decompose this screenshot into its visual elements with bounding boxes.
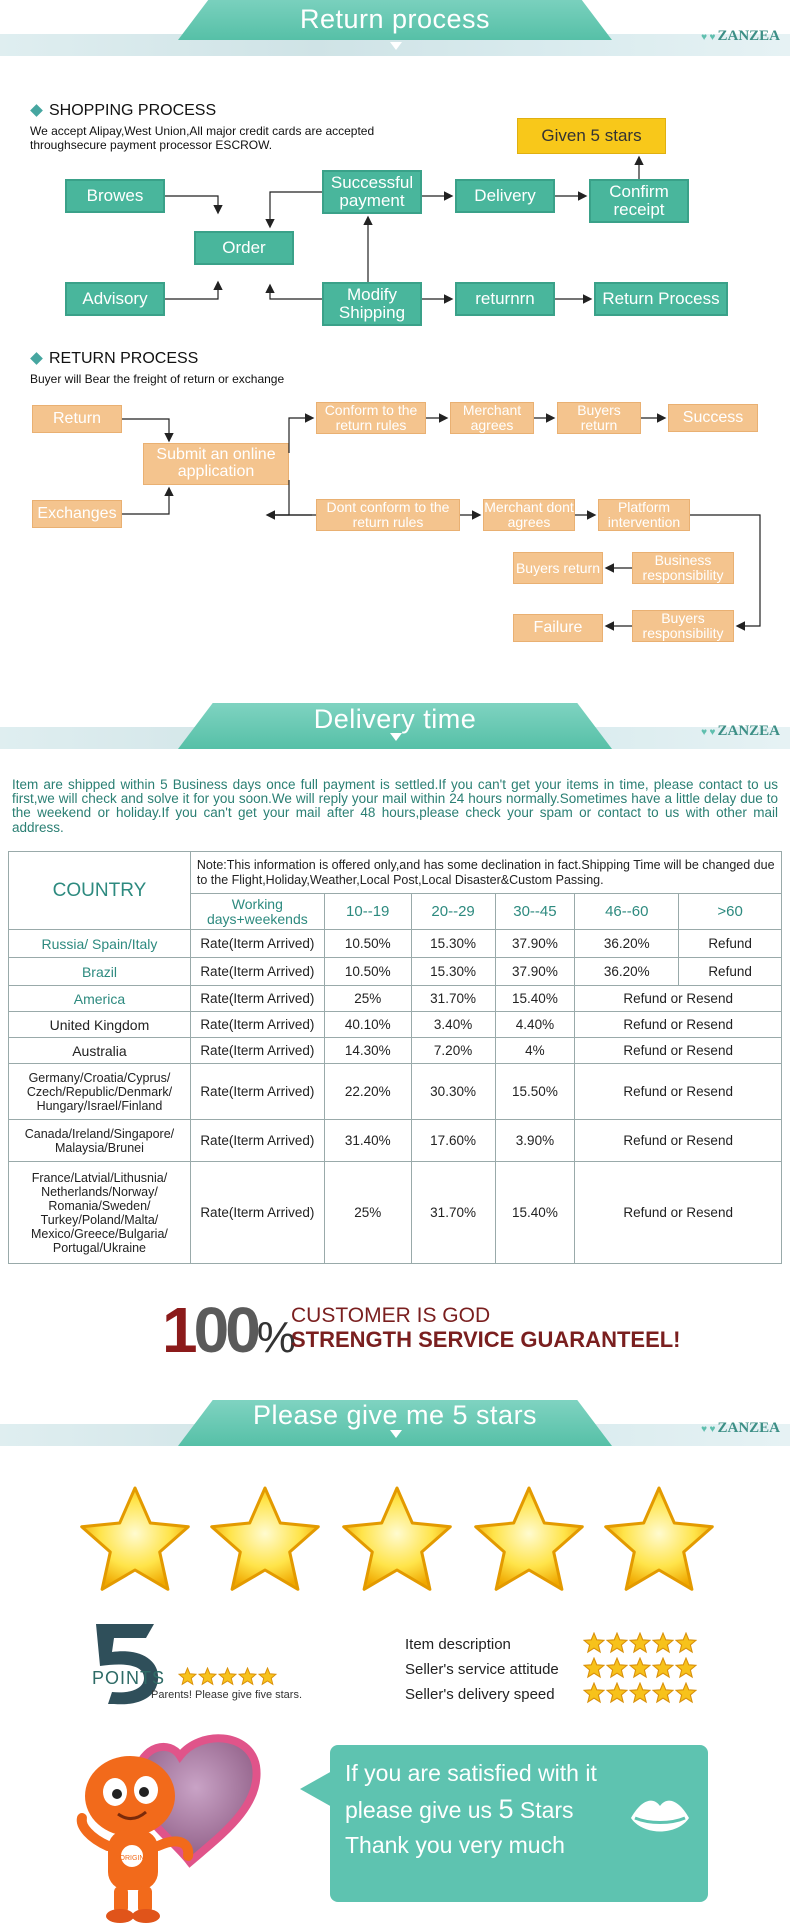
working-days-header: Working days+weekends	[190, 894, 324, 930]
outcome-cell: Refund or Resend	[575, 1012, 782, 1038]
small-star-icon	[583, 1632, 605, 1654]
small-star-icon	[675, 1682, 697, 1704]
rate-cell: 30.30%	[411, 1064, 495, 1120]
big-star-icon	[470, 1484, 588, 1596]
return-box: Return	[32, 405, 122, 433]
shopping-process-heading: SHOPPING PROCESS	[32, 102, 216, 120]
banner-title: Delivery time	[313, 704, 477, 734]
rate-cell: 17.60%	[411, 1120, 495, 1162]
mascot-illustration	[60, 1726, 270, 1928]
modify-shipping-box: Modify Shipping	[322, 282, 422, 326]
small-star-icon	[238, 1667, 257, 1686]
returnrn-box: returnrn	[455, 282, 555, 316]
small-star-icon	[652, 1682, 674, 1704]
failure-box: Failure	[513, 614, 603, 642]
rate-cell: 3.90%	[495, 1120, 575, 1162]
country-cell: Russia/ Spain/Italy	[9, 930, 191, 958]
small-star-icon	[606, 1657, 628, 1679]
rate-cell: 40.10%	[324, 1012, 411, 1038]
merchant-agrees-box: Merchant agrees	[450, 402, 534, 434]
shopping-process-note: We accept Alipay,West Union,All major credit cards are accepted throughsecure payment processor ESCROW.	[30, 124, 375, 153]
small-star-icon	[258, 1667, 277, 1686]
table-note: Note:This information is offered only,and has some declination in fact.Shipping Time will be changed due to the Flight,Holiday,Weather,Local Post,Local Disaster&Custom Passing.	[190, 852, 781, 894]
rate-cell: 7.20%	[411, 1038, 495, 1064]
parents-note: Parents! Please give five stars.	[151, 1689, 303, 1701]
exchanges-box: Exchanges	[32, 500, 122, 528]
buyers-return-box: Buyers return	[557, 402, 641, 434]
big-star-icon	[338, 1484, 456, 1596]
table-row	[9, 958, 782, 986]
small-star-icon	[198, 1667, 217, 1686]
rate-cell: 31.70%	[411, 1162, 495, 1264]
small-star-icon	[583, 1657, 605, 1679]
submit-application-box: Submit an online application	[143, 443, 289, 485]
outcome-cell: Refund or Resend	[575, 986, 782, 1012]
buyers-responsibility-box: Buyers responsibility	[632, 610, 734, 642]
outcome-cell: Refund or Resend	[575, 1038, 782, 1064]
country-header: COUNTRY	[9, 852, 191, 930]
country-cell: Canada/Ireland/Singapore/ Malaysia/Brunei	[9, 1120, 191, 1162]
banner-title: Return process	[299, 4, 491, 34]
table-row	[9, 1038, 782, 1064]
merchant-dont-agrees-box: Merchant dont agrees	[484, 499, 574, 530]
table-row	[9, 1012, 782, 1038]
outcome-cell: Refund or Resend	[575, 1064, 782, 1120]
big-star-icon	[76, 1484, 194, 1596]
rate-cell: 36.20%	[575, 930, 679, 958]
small-star-icon	[675, 1632, 697, 1654]
zanzea-logo: ♥ ♥ ZANZEA	[701, 1420, 780, 1436]
table-row	[9, 1064, 782, 1120]
buyers-return-box-2: Buyers return	[513, 552, 603, 584]
rate-cell: 15.30%	[411, 930, 495, 958]
rate-cell: 25%	[324, 986, 411, 1012]
rate-label-cell: Rate(Iterm Arrived)	[190, 1012, 324, 1038]
rating-stars	[583, 1682, 697, 1704]
given-5-stars-box: Given 5 stars	[517, 118, 666, 154]
delivery-box: Delivery	[455, 179, 555, 213]
rate-cell: 10.50%	[324, 930, 411, 958]
small-star-icon	[178, 1667, 197, 1686]
platform-intervention-box: Platform intervention	[598, 499, 690, 531]
rating-label: Seller's service attitude	[405, 1661, 559, 1678]
rate-cell: 36.20%	[575, 958, 679, 986]
delivery-rate-table	[8, 851, 782, 1264]
order-box: Order	[194, 231, 294, 265]
rating-label: Item description	[405, 1636, 511, 1653]
return-process-subtitle: Buyer will Bear the freight of return or exchange	[30, 372, 285, 386]
conform-rules-box: Conform to the return rules	[316, 402, 426, 434]
return-process-box: Return Process	[594, 282, 728, 316]
big-star-icon	[206, 1484, 324, 1596]
rating-stars	[583, 1657, 697, 1679]
country-cell: Brazil	[9, 958, 191, 986]
range-header: >60	[679, 894, 782, 930]
bubble-text: If you are satisfied with it please give us 5 Stars Thank you very much	[345, 1760, 597, 1859]
five-stars-banner	[0, 1390, 790, 1446]
rate-cell: 14.30%	[324, 1038, 411, 1064]
dont-conform-rules-box: Dont conform to the return rules	[316, 499, 460, 531]
browes-box: Browes	[65, 179, 165, 213]
points-stars	[178, 1667, 277, 1686]
small-star-icon	[629, 1632, 651, 1654]
outcome-cell: Refund	[679, 930, 782, 958]
small-star-icon	[606, 1682, 628, 1704]
range-header: 46--60	[575, 894, 679, 930]
strength-service-text: STRENGTH SERVICE GUARANTEEL!	[291, 1327, 681, 1352]
rate-label-cell: Rate(Iterm Arrived)	[190, 1162, 324, 1264]
rate-label-cell: Rate(Iterm Arrived)	[190, 1038, 324, 1064]
small-star-icon	[606, 1632, 628, 1654]
rate-cell: 15.50%	[495, 1064, 575, 1120]
rate-cell: 15.30%	[411, 958, 495, 986]
table-row	[9, 1120, 782, 1162]
zanzea-logo: ♥ ♥ ZANZEA	[701, 723, 780, 739]
outcome-cell: Refund or Resend	[575, 1120, 782, 1162]
table-row	[9, 930, 782, 958]
rate-label-cell: Rate(Iterm Arrived)	[190, 1120, 324, 1162]
outcome-cell: Refund or Resend	[575, 1162, 782, 1264]
business-responsibility-box: Business responsibility	[632, 552, 734, 584]
flow-arrows	[0, 0, 790, 700]
small-star-icon	[652, 1657, 674, 1679]
country-cell: Germany/Croatia/Cyprus/ Czech/Republic/Denmark/ Hungary/Israel/Finland	[9, 1064, 191, 1120]
rate-label-cell: Rate(Iterm Arrived)	[190, 986, 324, 1012]
small-star-icon	[629, 1657, 651, 1679]
range-header: 20--29	[411, 894, 495, 930]
small-star-icon	[629, 1682, 651, 1704]
rate-cell: 15.40%	[495, 1162, 575, 1264]
table-row	[9, 986, 782, 1012]
rating-label: Seller's delivery speed	[405, 1686, 555, 1703]
successful-payment-box: Successful payment	[322, 170, 422, 214]
mascot-badge-text: ORIGIN	[119, 1855, 145, 1862]
range-header: 30--45	[495, 894, 575, 930]
rate-label-cell: Rate(Iterm Arrived)	[190, 1064, 324, 1120]
small-star-icon	[675, 1657, 697, 1679]
country-cell: United Kingdom	[9, 1012, 191, 1038]
return-process-heading: RETURN PROCESS	[32, 350, 198, 368]
points-label: POINTS	[92, 1668, 166, 1688]
rate-cell: 10.50%	[324, 958, 411, 986]
rate-cell: 4.40%	[495, 1012, 575, 1038]
outcome-cell: Refund	[679, 958, 782, 986]
confirm-receipt-box: Confirm receipt	[589, 179, 689, 223]
delivery-note: Item are shipped within 5 Business days once full payment is settled.If you can't get your items in time, please contact to us first,we will check and solve it for you soon.We will reply your mail within 24 hours normally.Sometimes have a little delay due to the weekend or holiday.If you can't get your mail after 48 hours,please check your spam or contact to us with other mail address.	[12, 777, 778, 835]
success-box: Success	[668, 404, 758, 432]
hundred-percent-graphic: 100%	[162, 1294, 296, 1366]
small-star-icon	[218, 1667, 237, 1686]
country-cell: France/Latvial/Lithusnia/ Netherlands/Norway/ Romania/Sweden/ Turkey/Poland/Malta/ Mexico/Greece/Bulgaria/ Portugal/Ukraine	[9, 1162, 191, 1264]
zanzea-logo: ♥ ♥ ZANZEA	[701, 28, 780, 44]
table-row	[9, 1162, 782, 1264]
country-cell: America	[9, 986, 191, 1012]
rating-stars	[583, 1632, 697, 1654]
rate-cell: 31.40%	[324, 1120, 411, 1162]
small-star-icon	[652, 1632, 674, 1654]
speech-bubble-tail	[300, 1771, 332, 1807]
range-header: 10--19	[324, 894, 411, 930]
rate-cell: 22.20%	[324, 1064, 411, 1120]
delivery-time-banner	[0, 693, 790, 749]
big-star-icon	[600, 1484, 718, 1596]
small-star-icon	[583, 1682, 605, 1704]
rate-cell: 15.40%	[495, 986, 575, 1012]
banner-title: Please give me 5 stars	[252, 1400, 538, 1430]
advisory-box: Advisory	[65, 282, 165, 316]
rate-label-cell: Rate(Iterm Arrived)	[190, 958, 324, 986]
rate-cell: 25%	[324, 1162, 411, 1264]
rate-label-cell: Rate(Iterm Arrived)	[190, 930, 324, 958]
rate-cell: 31.70%	[411, 986, 495, 1012]
country-cell: Australia	[9, 1038, 191, 1064]
rate-cell: 37.90%	[495, 958, 575, 986]
customer-is-god-text: CUSTOMER IS GOD	[291, 1304, 491, 1327]
kiss-lips-icon	[627, 1790, 693, 1848]
rate-cell: 4%	[495, 1038, 575, 1064]
rate-cell: 37.90%	[495, 930, 575, 958]
rate-cell: 3.40%	[411, 1012, 495, 1038]
